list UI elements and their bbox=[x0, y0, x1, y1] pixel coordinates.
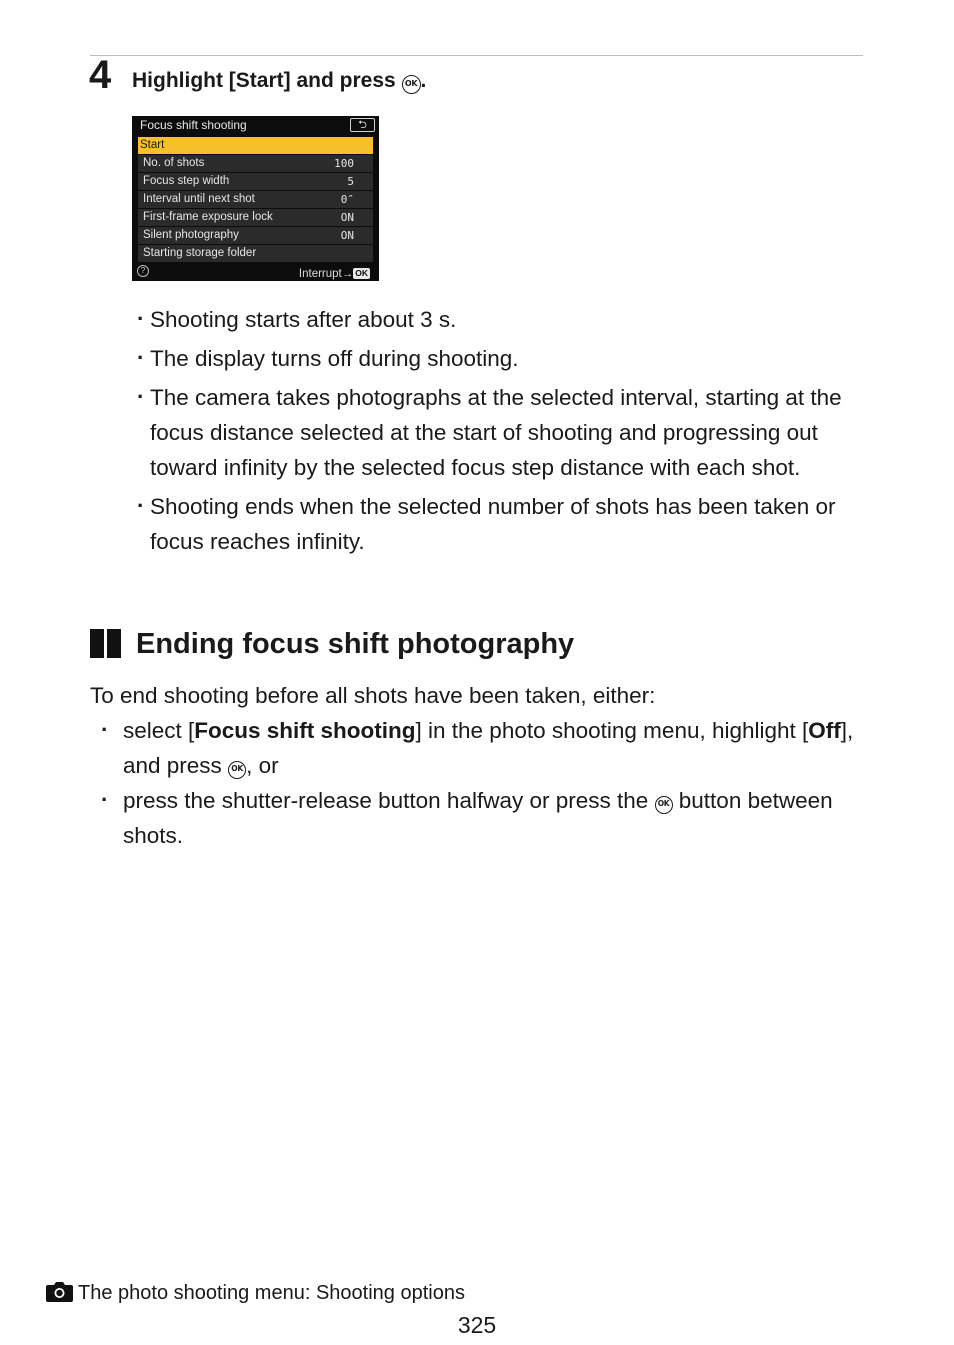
page-number: 325 bbox=[457, 1312, 497, 1338]
help-icon: ? bbox=[137, 265, 149, 277]
camera-icon bbox=[46, 1282, 73, 1302]
list-item: · select [Focus shift shooting] in the photo shooting menu, highlight [Off], and press OK , or bbox=[123, 713, 863, 783]
camera-menu-list bbox=[138, 137, 373, 263]
menu-item-no-of-shots: No. of shots 100 bbox=[138, 155, 373, 172]
step-number: 4 bbox=[89, 53, 112, 97]
menu-item-silent-photography: Silent photography ON bbox=[138, 227, 373, 244]
camera-menu-title: Focus shift shooting bbox=[140, 118, 247, 132]
menu-item-start: Start bbox=[138, 137, 373, 154]
menu-item-storage-folder: Starting storage folder bbox=[138, 245, 373, 262]
section-title: Ending focus shift photography bbox=[136, 628, 575, 660]
menu-item-focus-step-width: Focus step width 5 bbox=[138, 173, 373, 190]
ok-button-icon: OK bbox=[228, 761, 246, 779]
list-item: · Shooting starts after about 3 s. bbox=[150, 302, 865, 337]
menu-item-exposure-lock: First-frame exposure lock ON bbox=[138, 209, 373, 226]
end-options-list bbox=[123, 713, 863, 853]
menu-item-interval: Interval until next shot 0″ bbox=[138, 191, 373, 208]
ok-button-icon: OK bbox=[655, 796, 673, 814]
ok-icon: OK bbox=[355, 268, 368, 278]
interrupt-hint: Interrupt→ OK bbox=[298, 268, 368, 280]
section-marker-icon bbox=[90, 629, 122, 658]
top-rule bbox=[90, 55, 863, 56]
ok-button-icon: OK bbox=[402, 75, 421, 94]
step-bullet-list bbox=[150, 302, 865, 563]
footer-breadcrumb[interactable]: The photo shooting menu: Shooting options bbox=[46, 1280, 465, 1306]
list-item: · The display turns off during shooting. bbox=[150, 341, 865, 376]
list-item: · Shooting ends when the selected number of shots has been taken or focus reaches infinity. bbox=[150, 489, 865, 559]
list-item: · The camera takes photographs at the selected interval, starting at the focus distance selected at the start of shooting and progressing out toward infinity by the selected focus step distance with each shot. bbox=[150, 380, 865, 485]
camera-menu-screenshot bbox=[132, 116, 379, 281]
back-icon: ⮌ bbox=[350, 118, 375, 132]
section-intro: To end shooting before all shots have been taken, either: bbox=[90, 683, 656, 708]
step-title: Highlight [Start] and press OK . bbox=[132, 69, 427, 92]
list-item: · press the shutter-release button halfway or press the OK button between shots. bbox=[123, 783, 863, 853]
